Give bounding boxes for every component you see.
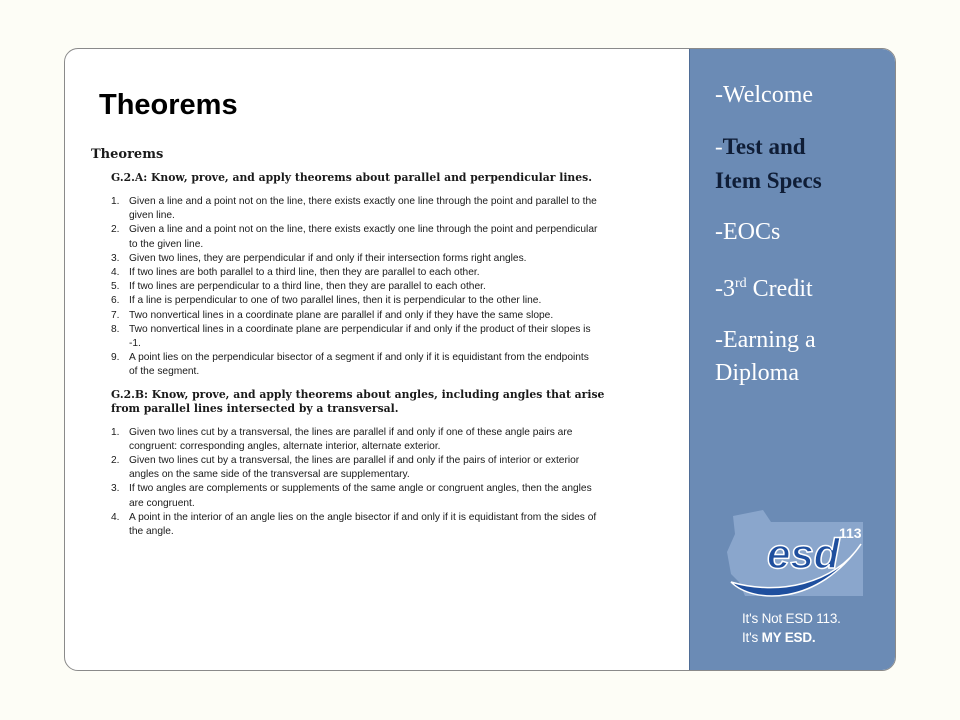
list-item [111,511,611,539]
menu-item-welcome[interactable]: -Welcome [715,82,814,108]
section-g2a [91,171,611,380]
menu-item-label: -3 [715,276,735,302]
logo-number: 113 [839,525,862,541]
list-item [111,454,611,482]
menu-dash: - [715,134,723,159]
sidebar-menu [715,79,890,408]
item-text: Given two lines cut by a transversal, the lines are parallel if and only if one of these angle pairs are congruent: corresponding angles, alternate interior, alternate exterior. [129,426,573,452]
item-text: Given two lines cut by a transversal, the lines are parallel if and only if the pairs of interior or exterior angles on the same side of the transversal are supplementary. [129,455,580,481]
theorem-list [91,195,611,380]
list-item [111,309,611,323]
list-item [111,482,611,510]
section-heading: G.2.A: Know, prove, and apply theorems about parallel and perpendicular lines. [111,171,592,184]
item-text: If two lines are perpendicular to a third line, then they are parallel to each other. [129,281,486,293]
slide-frame [64,48,896,671]
item-text: Given a line and a point not on the line, there exists exactly one line through the point and parallel to the given line. [129,196,597,222]
list-item [111,280,611,294]
tagline-line1: It's Not ESD 113. [742,611,841,626]
item-text: If a line is perpendicular to one of two parallel lines, then it is perpendicular to the other line. [129,295,542,307]
menu-item-test-specs[interactable] [715,130,890,198]
item-number: 8. [111,323,120,335]
list-item [111,266,611,280]
item-text: Two nonvertical lines in a coordinate plane are perpendicular if and only if the product of their slopes is -1. [129,323,591,350]
list-item [111,426,611,454]
item-text: A point lies on the perpendicular bisector of a segment if and only if it is equidistant from the endpoints of the segment. [129,352,589,378]
tagline-line2-bold: MY ESD. [761,630,816,645]
menu-item-diploma[interactable] [715,324,890,390]
item-number: 3. [111,483,120,495]
sidebar-panel [689,49,896,670]
menu-item-label: Diploma [715,360,799,386]
item-number: 2. [111,455,120,467]
item-number: 2. [111,224,120,236]
item-number: 1. [111,196,120,207]
theorem-list [91,426,611,540]
menu-item-eocs[interactable]: -EOCs [715,219,781,245]
item-text: Two nonvertical lines in a coordinate plane are parallel if and only if they have the same slope. [129,309,554,321]
item-text: A point in the interior of an angle lies on the angle bisector if and only if it is equidistant from the sides of the angle. [129,511,597,538]
item-number: 4. [111,267,120,279]
list-item [111,323,611,351]
item-number: 3. [111,252,120,264]
menu-item-label: -Earning a [715,327,816,353]
superscript: rd [735,276,747,291]
item-number: 9. [111,352,120,364]
item-number: 4. [111,511,120,523]
section-g2b [91,388,611,540]
item-number: 7. [111,309,120,321]
list-item [111,351,611,379]
item-number: 1. [111,426,120,438]
menu-item-label: Item Specs [715,168,822,193]
list-item [111,195,611,223]
list-item [111,223,611,251]
item-text: If two lines are both parallel to a third line, then they are parallel to each other. [129,267,480,279]
document-heading: Theorems [91,147,164,162]
list-item [111,294,611,308]
menu-item-label: Credit [746,276,813,302]
item-number: 5. [111,281,120,293]
theorems-document [91,147,611,547]
list-item [111,252,611,266]
item-text: If two angles are complements or supplements of the same angle or congruent angles, then the angles are congruent. [129,483,592,509]
logo-wordmark: esd [767,530,840,577]
esd-logo [723,504,868,614]
menu-item-label: Test and [722,134,806,159]
menu-item-credit[interactable] [715,267,890,306]
item-text: Given two lines, they are perpendicular if and only if their intersection forms right angles. [129,252,527,264]
item-number: 6. [111,295,120,307]
item-text: Given a line and a point not on the line, there exists exactly one line through the point and perpendicular to the given line. [129,224,598,250]
section-heading: G.2.B: Know, prove, and apply theorems about angles, including angles that arise from parallel lines intersected by a transversal. [111,387,605,415]
slide-title: Theorems [99,89,238,121]
tagline [742,609,841,647]
tagline-line2-prefix: It's [742,630,762,645]
